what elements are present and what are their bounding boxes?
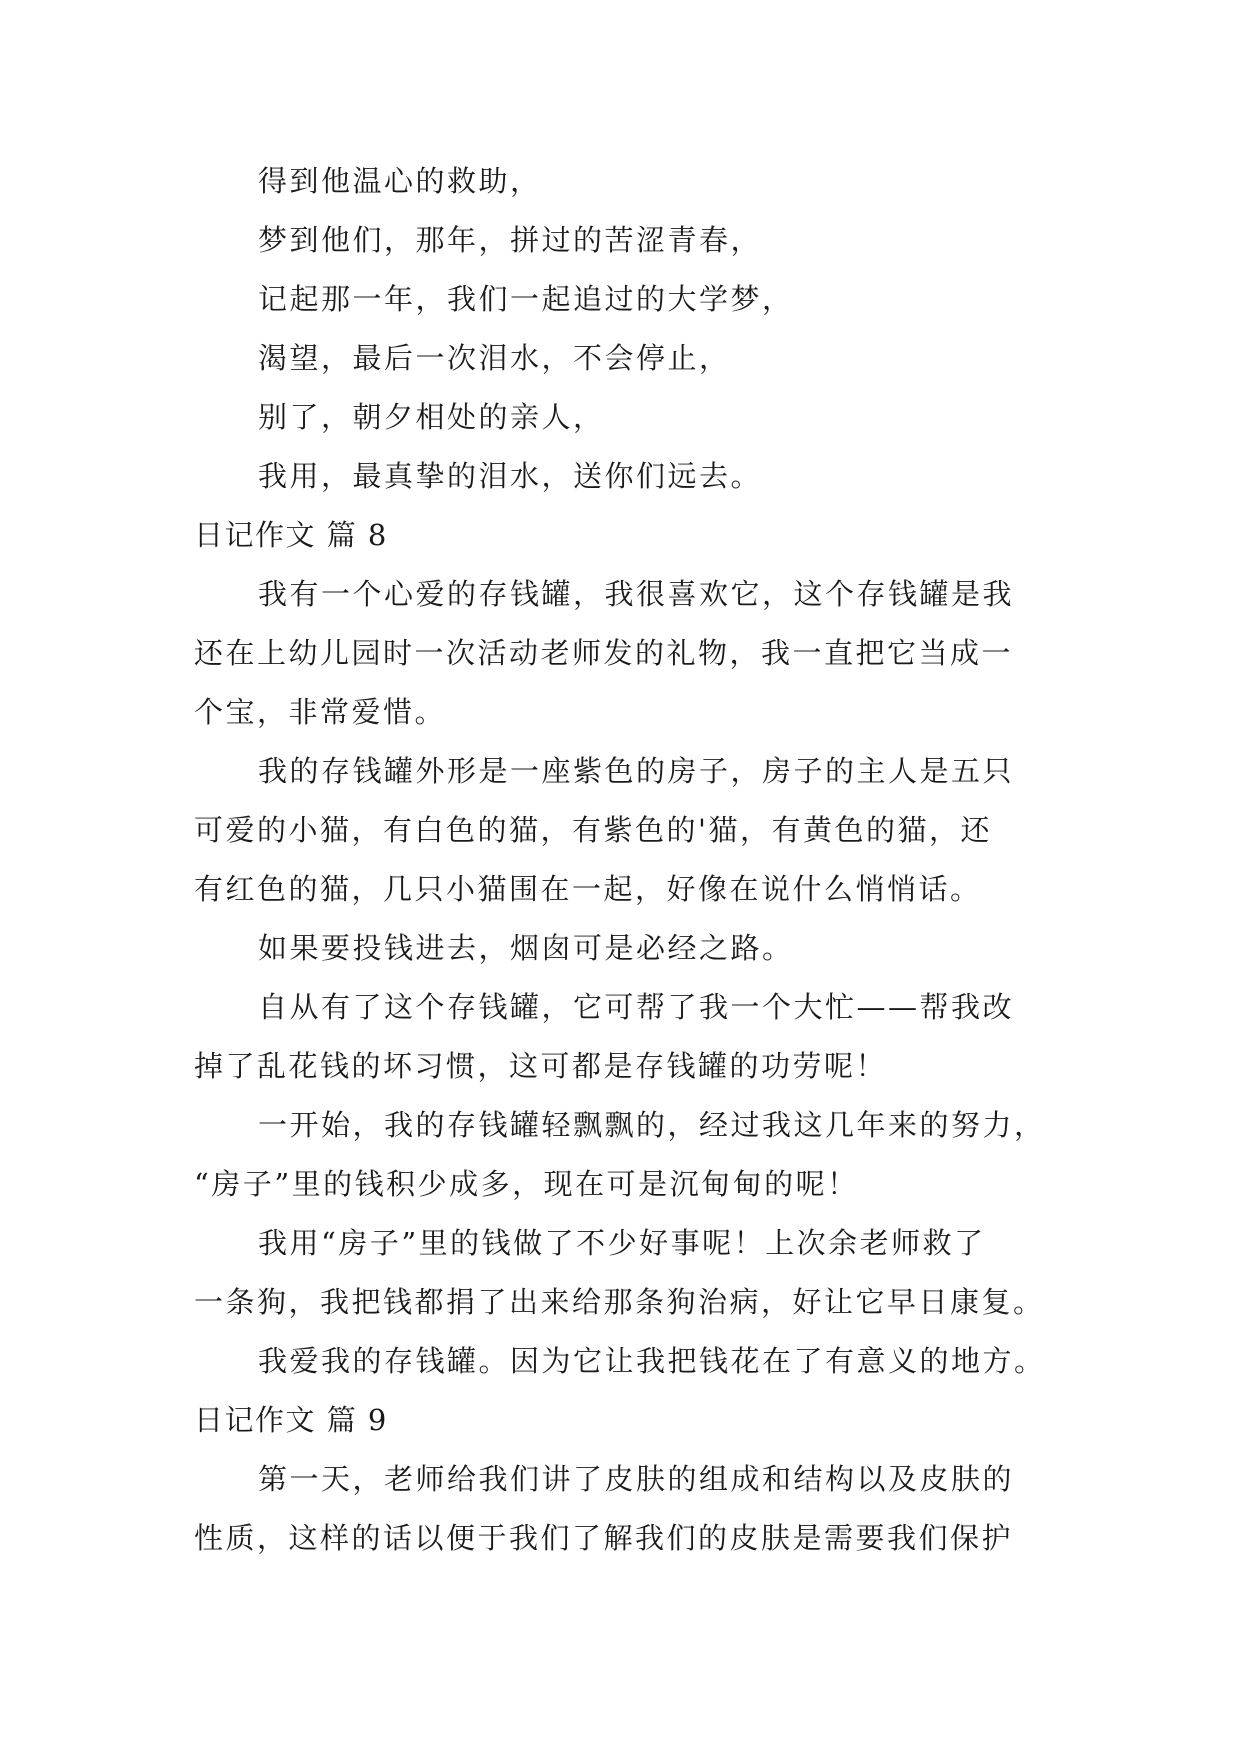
poem-line: 得到他温心的救助， xyxy=(258,164,542,198)
paragraph-line: 还在上幼儿园时一次活动老师发的礼物，我一直把它当成一 xyxy=(194,636,1014,670)
paragraph-line: 性质，这样的话以便于我们了解我们的皮肤是需要我们保护 xyxy=(194,1521,1014,1555)
poem-line: 别了，朝夕相处的亲人， xyxy=(258,400,605,434)
paragraph-line: 我爱我的存钱罐。因为它让我把钱花在了有意义的地方。 xyxy=(258,1344,1046,1378)
paragraph-line: 我的存钱罐外形是一座紫色的房子，房子的主人是五只 xyxy=(258,754,1015,788)
paragraph-line: 可爱的小猫，有白色的猫，有紫色的'猫，有黄色的猫，还 xyxy=(194,813,992,847)
paragraph-line: 我有一个心爱的存钱罐，我很喜欢它，这个存钱罐是我 xyxy=(258,577,1015,611)
paragraph-line: 个宝，非常爱惜。 xyxy=(194,695,447,729)
paragraph-line: 有红色的猫，几只小猫围在一起，好像在说什么悄悄话。 xyxy=(194,872,982,906)
poem-line: 渴望，最后一次泪水，不会停止， xyxy=(258,341,731,375)
poem-line: 我用，最真挚的泪水，送你们远去。 xyxy=(258,459,763,493)
paragraph-line: 自从有了这个存钱罐，它可帮了我一个大忙——帮我改 xyxy=(258,990,1015,1024)
paragraph-line: 掉了乱花钱的坏习惯，这可都是存钱罐的功劳呢！ xyxy=(194,1049,888,1083)
paragraph-line: 一开始，我的存钱罐轻飘飘的，经过我这几年来的努力， xyxy=(258,1108,1046,1142)
paragraph-line: “房子”里的钱积少成多，现在可是沉甸甸的呢！ xyxy=(194,1167,859,1201)
paragraph-line: 我用“房子”里的钱做了不少好事呢！上次余老师救了 xyxy=(258,1226,986,1260)
section-heading: 日记作文 篇 8 xyxy=(194,518,388,552)
paragraph-line: 第一天，老师给我们讲了皮肤的组成和结构以及皮肤的 xyxy=(258,1462,1015,1496)
poem-line: 记起那一年，我们一起追过的大学梦， xyxy=(258,282,794,316)
document-body xyxy=(194,152,1054,1568)
paragraph-line: 如果要投钱进去，烟囱可是必经之路。 xyxy=(258,931,794,965)
poem-line: 梦到他们，那年，拼过的苦涩青春， xyxy=(258,223,763,257)
paragraph-line: 一条狗，我把钱都捐了出来给那条狗治病，好让它早日康复。 xyxy=(194,1285,1045,1319)
section-heading: 日记作文 篇 9 xyxy=(194,1403,388,1437)
